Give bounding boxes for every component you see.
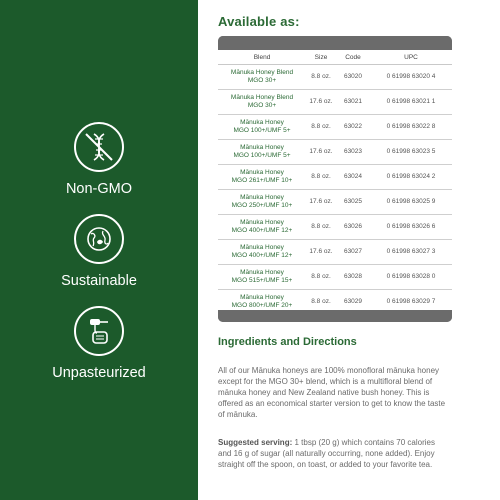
code-cell: 63028: [336, 265, 370, 290]
upc-cell: 0 61998 63027 3: [370, 240, 452, 265]
table-row: [218, 90, 452, 115]
table-row: [218, 140, 452, 165]
ingredients-paragraph: All of our Mānuka honeys are 100% monofloral mānuka honey except for the MGO 30+ blend, which is a multifloral blend of mānuka honey and New Zealand native bush honey. This is offered as an economical starter version to get to know the taste of mānuka.: [218, 366, 446, 419]
code-cell: 63023: [336, 140, 370, 165]
blend-cell: Mānuka Honey MGO 400+/UMF 12+: [218, 240, 306, 265]
column-header-code: Code: [336, 50, 370, 65]
table-row: [218, 215, 452, 240]
table-row: [218, 165, 452, 190]
code-cell: 63027: [336, 240, 370, 265]
code-cell: 63025: [336, 190, 370, 215]
code-cell: 63029: [343, 298, 363, 305]
code-cell: 63022: [336, 115, 370, 140]
serving-text: 1 tbsp (20 g) which contains 70 calories and 16 g of sugar (all naturally occurring, none added). Enjoy straight off the spoon, on toast, or added to your favorite tea.: [218, 438, 435, 469]
product-table-frame: [218, 36, 452, 322]
sidebar-panel: [0, 0, 198, 500]
code-cell: 63020: [336, 65, 370, 90]
size-cell: 17.6 oz.: [306, 90, 336, 115]
upc-cell: 0 61998 63021 1: [370, 90, 452, 115]
column-header-upc: UPC: [370, 50, 452, 65]
sustainable-badge: [0, 214, 198, 289]
size-cell: 17.6 oz.: [306, 190, 336, 215]
blend-cell: Mānuka Honey MGO 100+/UMF 5+: [218, 140, 306, 165]
size-cell: 8.8 oz.: [306, 165, 336, 190]
upc-cell: 0 61998 63020 4: [370, 65, 452, 90]
table-bottom-bar: [218, 310, 452, 322]
blend-cell: Mānuka Honey MGO 261+/UMF 10+: [218, 165, 306, 190]
available-as-heading: Available as:: [218, 14, 300, 29]
column-header-blend: Blend: [218, 50, 306, 65]
blend-cell: Mānuka Honey Blend MGO 30+: [218, 90, 306, 115]
honey-dipper-icon: [74, 306, 124, 356]
upc-cell: 0 61998 63026 6: [370, 215, 452, 240]
badge-label-unpasteurized: Unpasteurized: [52, 365, 146, 381]
size-cell: 8.8 oz.: [306, 215, 336, 240]
table-top-bar: [218, 36, 452, 50]
table-header-row: [218, 50, 452, 65]
blend-cell: Mānuka Honey MGO 515+/UMF 15+: [218, 265, 306, 290]
ingredients-heading: Ingredients and Directions: [218, 336, 357, 348]
code-cell: 63021: [336, 90, 370, 115]
unpasteurized-badge: [0, 306, 198, 381]
size-cell: 17.6 oz.: [306, 140, 336, 165]
size-cell: 8.8 oz.: [306, 265, 336, 290]
table-row: [218, 115, 452, 140]
code-cell: 63026: [336, 215, 370, 240]
serving-label: Suggested serving:: [218, 438, 293, 447]
blend-cell: Mānuka Honey Blend MGO 30+: [218, 65, 306, 90]
non-gmo-badge: [0, 122, 198, 197]
upc-cell: 0 61998 63028 0: [370, 265, 452, 290]
globe-leaf-icon: [74, 214, 124, 264]
upc-cell: 0 61998 63024 2: [370, 165, 452, 190]
serving-paragraph: [218, 437, 450, 470]
badge-label-non-gmo: Non-GMO: [65, 181, 133, 197]
product-table: [218, 50, 452, 314]
upc-cell: 0 61998 63029 7: [386, 298, 436, 305]
table-row: [218, 190, 452, 215]
size-cell: 8.8 oz.: [306, 115, 336, 140]
table-row: [218, 240, 452, 265]
blend-cell: Mānuka Honey MGO 400+/UMF 12+: [218, 215, 306, 240]
upc-cell: 0 61998 63023 5: [370, 140, 452, 165]
table-row: [218, 65, 452, 90]
size-cell: 17.6 oz.: [306, 240, 336, 265]
column-header-size: Size: [306, 50, 336, 65]
blend-cell: Mānuka Honey MGO 800+/UMF 20+: [231, 294, 293, 309]
table-row: [218, 265, 452, 290]
dna-crossed-icon: [74, 122, 124, 172]
blend-cell: Mānuka Honey MGO 100+/UMF 5+: [218, 115, 306, 140]
size-cell: 8.8 oz.: [306, 65, 336, 90]
size-cell: 8.8 oz.: [311, 298, 331, 305]
upc-cell: 0 61998 63025 9: [370, 190, 452, 215]
badge-label-sustainable: Sustainable: [61, 273, 137, 289]
upc-cell: 0 61998 63022 8: [370, 115, 452, 140]
blend-cell: Mānuka Honey MGO 250+/UMF 10+: [218, 190, 306, 215]
code-cell: 63024: [336, 165, 370, 190]
